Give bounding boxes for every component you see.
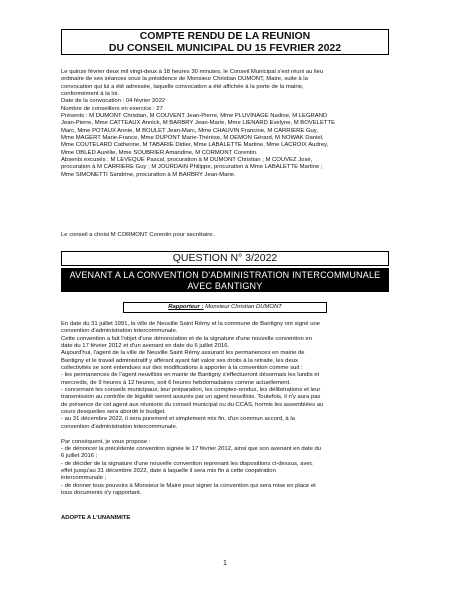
present-list-line: Mme OBLED Aurélie, Mme SOUBRIER Amandine, M CORMONT Corentin. — [61, 149, 258, 156]
proposal-line: - de décider de la signature d'une nouvelle convention reprenant les dispositions ci-dessus, avec — [61, 460, 313, 467]
body-line: collectivités se sont entendues sur des modifications à apporter à la convention comme suit : — [61, 365, 303, 372]
intro-line: conformément à la loi. — [61, 91, 119, 98]
body-line: transmission au contrôle de légalité seront assurés par un agent neuvillois. Toutefois, il n'y aura pas — [61, 394, 321, 401]
intro-line: ordinaire de ses séances sous la présidence de Monsieur Christian DUMONT, Maire, suite à la — [61, 76, 308, 83]
proposal-line: Par conséquent, je vous propose : — [61, 438, 151, 445]
paragraph-spacer — [61, 431, 391, 438]
proposal-line: - de dénoncer la précédente convention signée le 17 février 2012, ainsi que son avenant en date du — [61, 445, 322, 452]
meeting-intro — [61, 69, 391, 179]
present-list-line: Mme MAGERT Marie-France, Mme DUPONT Marie-Thérèse, M DEMON Gérard, M NOWAK Daniel, — [61, 135, 324, 142]
proposal-line: effet jusqu'au 31 décembre 2022, date à laquelle il sera mis fin à cette coopération — [61, 467, 276, 474]
secretary-statement: Le conseil a choisi M CORMONT Corentin pour secrétaire. — [61, 232, 215, 238]
present-list-line: Mme COUTELARD Catherine, M TABARIE Didier, Mme LABALETTE Martine, Mme LACROIX Audrey, — [61, 142, 329, 149]
rapporteur-box — [123, 302, 327, 313]
rapporteur-name: Monsieur Christian DUMONT — [205, 304, 282, 310]
agenda-item-line-1: AVENANT A LA CONVENTION D'ADMINISTRATION INTERCOMMUNALE — [69, 270, 381, 280]
convocation-date: Date de la convocation : 04 février 2022 — [61, 98, 166, 105]
proposal-line: 6 juillet 2016 ; — [61, 453, 98, 460]
body-line: Bantigny et le travail administratif y afférant ayant fait valoir ses droits à la retraite, les deux — [61, 357, 298, 364]
present-list-line: Marc, Mme POTAUX Annie, M BOULET Jean-Marc, Mme CHAUVIN Francine, M CARRIERE Guy, — [61, 127, 318, 134]
proposal-line: - de donner tous pouvoirs à Monsieur le Maire pour signer la convention qui sera mise en place et — [61, 482, 316, 489]
body-line: date du 17 février 2012 et d'un avenant en date du 6 juillet 2016. — [61, 343, 230, 350]
rapporteur-label: Rapporteur : — [168, 304, 204, 310]
deliberation-body — [61, 321, 391, 497]
body-line: mercredis, de 9 heures à 12 heures, soit 6 heures hebdomadaires comme actuellement. — [61, 379, 291, 386]
present-list-line: Présents : M DUMONT Christian, M COUVENT Jean-Pierre, Mme PLUVINAGE Nadine, M LEGRAND — [61, 113, 328, 120]
intro-line: convocation qui lui a été adressée, laquelle convocation a été affichée à la porte de la mairie, — [61, 83, 304, 90]
report-title-line-2: DU CONSEIL MUNICIPAL DU 15 FEVRIER 2022 — [108, 41, 342, 54]
proposal-line: tous documents s'y rapportant. — [61, 489, 142, 496]
absent-list-line: Mme SIMONETTI Sandrine, procuration à M BARBRY Jean-Marie. — [61, 171, 236, 178]
proposal-line: intercommunale ; — [61, 475, 107, 482]
report-title-box — [61, 29, 389, 55]
question-title: QUESTION N° 3/2022 — [172, 252, 278, 264]
vote-result: ADOPTE A L'UNANIMITE — [61, 515, 131, 521]
body-line: Cette convention a fait l'objet d'une dénonciation et de la signature d'une nouvelle convention en — [61, 335, 312, 342]
body-line: convention d'administration intercommunale. — [61, 423, 178, 430]
agenda-item-banner — [61, 268, 389, 292]
intro-line: Le quinze février deux mil vingt-deux à 18 heures 30 minutes, le Conseil Municipal s'est réuni au lieu — [61, 69, 324, 75]
body-line: cours desquelles sera abordé le budget. — [61, 409, 166, 416]
body-line: de présence de cet agent aux réunions du conseil municipal ou du CCAS, hormis les assemblées au — [61, 401, 324, 408]
body-line: - au 31 décembre 2022, il sera purement et simplement mis fin, d'un commun accord, à la — [61, 416, 295, 423]
body-line: Aujourd'hui, l'agent de la ville de Neuville Saint Rémy assurant les permanences en mairie de — [61, 350, 305, 357]
body-line: - concernant les conseils municipaux, leur préparation, les comptes-rendus, les délibérations et leur — [61, 387, 321, 394]
agenda-item-line-2: AVEC BANTIGNY — [187, 280, 263, 291]
councillor-count: Nombre de conseillers en exercice : 27 — [61, 105, 163, 112]
body-line: En date du 31 juillet 1991, la ville de Neuville Saint Rémy et la commune de Bantigny ont signé une — [61, 321, 321, 327]
present-list-line: Jean-Pierre, Mme CATTEAUX Annick, M BARBRY Jean-Marie, Mme LIENARD Evelyne, M BOVELETTE — [61, 120, 335, 127]
page-number: 1 — [223, 560, 227, 567]
absent-list-line: Absents excusés : M LEVEQUE Pascal, procuration à M DUMONT Christian ; M COUVEZ José, — [61, 157, 313, 164]
body-line: - les permanences de l'agent neuvillois en mairie de Bantigny s'effectueront désormais les lundis et — [61, 372, 320, 379]
body-line: convention d'administration intercommunale. — [61, 328, 178, 335]
report-title-line-1: COMPTE RENDU DE LA REUNION — [139, 30, 311, 42]
question-number-box — [61, 251, 389, 266]
absent-list-line: procuration à M CARRIERE Guy ; M JOURDAIN Philippe, procuration à Mme LABALETTE Martine ; — [61, 164, 323, 171]
